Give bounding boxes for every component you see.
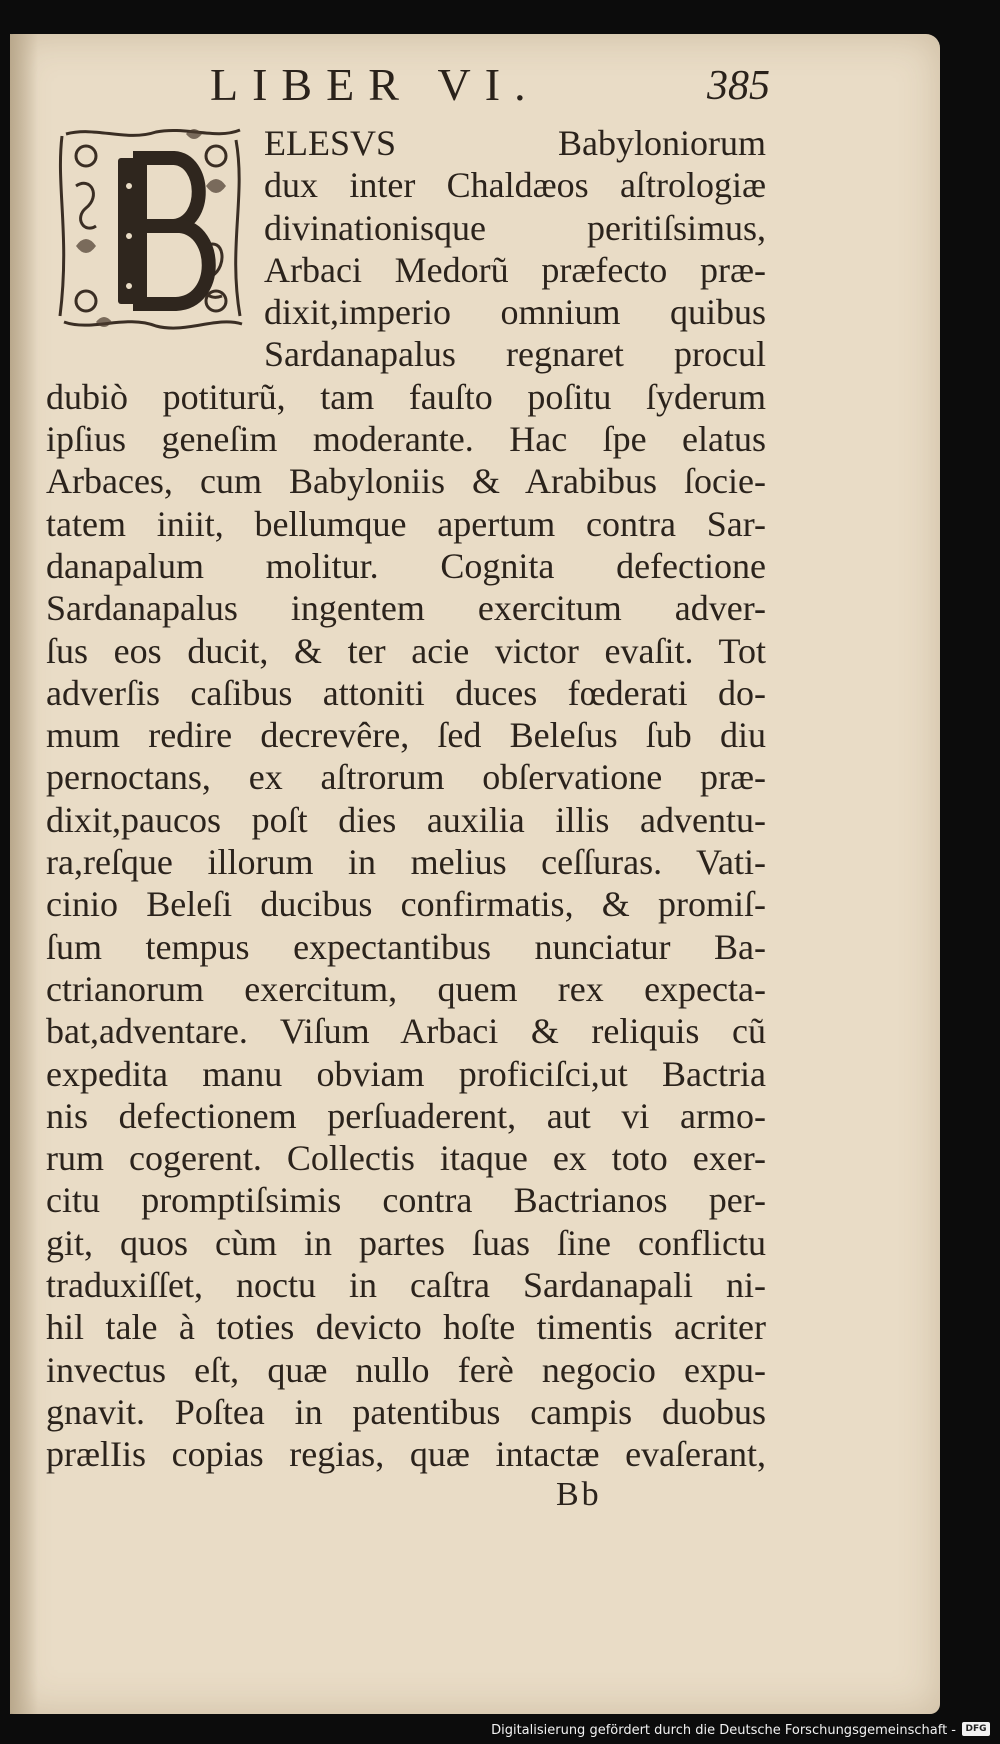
digitization-footer — [0, 1716, 1000, 1744]
text-line: nis defectionem perſuaderent, aut vi armo- — [46, 1095, 766, 1136]
text-line: dixit,paucos poſt dies auxilia illis adventu- — [46, 799, 766, 840]
page-header — [210, 58, 770, 118]
text-line: dixit,imperio omnium quibus — [264, 292, 766, 333]
text-line: ſus eos ducit, & ter acie victor evaſit. Tot — [46, 630, 766, 671]
text-line: ſum tempus expectantibus nunciatur Ba- — [46, 926, 766, 967]
text-line: traduxiſſet, noctu in caſtra Sardanapali ni- — [46, 1265, 766, 1306]
text-line: pernoctans, ex aſtrorum obſervatione præ- — [46, 757, 766, 798]
text-line: dux inter Chaldæos aſtrologiæ — [264, 165, 766, 206]
text-line: bat,adventare. Viſum Arbaci & reliquis cũ — [46, 1011, 766, 1052]
text-line: dubiò potiturũ, tam fauſto poſitu ſyderum — [46, 376, 766, 417]
funding-credit: Digitalisierung gefördert durch die Deutsche Forschungsgemeinschaft - — [491, 1723, 956, 1738]
text-line: mum redire decrevêre, ſed Beleſus ſub diu — [46, 715, 766, 756]
text-line: ipſius geneſim moderante. Hac ſpe elatus — [46, 419, 766, 460]
dfg-logo: DFG — [962, 1722, 990, 1736]
text-line: rum cogerent. Collectis itaque ex toto exer- — [46, 1138, 766, 1179]
text-line: invectus eſt, quæ nullo ferè negocio expu- — [46, 1349, 766, 1390]
text-line: Sardanapalus regnaret procul — [264, 334, 766, 375]
body-text — [46, 122, 766, 1476]
text-line: prælIis copias regias, quæ intactæ evaſerant, — [46, 1434, 766, 1475]
page-gutter-shadow — [10, 34, 38, 1714]
text-line: git, quos cùm in partes ſuas ſine conflictu — [46, 1222, 766, 1263]
text-line: Arbaces, cum Babyloniis & Arabibus ſocie- — [46, 461, 766, 502]
text-line: tatem iniit, bellumque apertum contra Sar- — [46, 503, 766, 544]
text-line: hil tale à toties devicto hoſte timentis acriter — [46, 1307, 766, 1348]
page-number: 385 — [707, 63, 770, 109]
running-head: LIBER VI. — [210, 59, 540, 110]
text-line: divinationisque peritiſsimus, — [264, 207, 766, 248]
text-line: ra,reſque illorum in melius ceſſuras. Vati- — [46, 842, 766, 883]
text-line — [46, 122, 766, 164]
text-line: gnavit. Poſtea in patentibus campis duobus — [46, 1391, 766, 1432]
text-line: Arbaci Medorũ præfecto præ- — [264, 249, 766, 290]
text-line: Sardanapalus ingentem exercitum adver- — [46, 588, 766, 629]
text-line: adverſis caſibus attoniti duces fœderati do- — [46, 672, 766, 713]
text-line: ctrianorum exercitum, quem rex expecta- — [46, 968, 766, 1009]
text-line: citu promptiſsimis contra Bactrianos per- — [46, 1180, 766, 1221]
text-line: cinio Beleſi ducibus confirmatis, & promiſ- — [46, 884, 766, 925]
text-line: danapalum molitur. Cognita defectione — [46, 545, 766, 586]
signature-mark: Bb — [556, 1476, 602, 1513]
text-line-content: ELESVS Babyloniorum — [264, 123, 766, 163]
text-line: expedita manu obviam proficiſci,ut Bactria — [46, 1053, 766, 1094]
